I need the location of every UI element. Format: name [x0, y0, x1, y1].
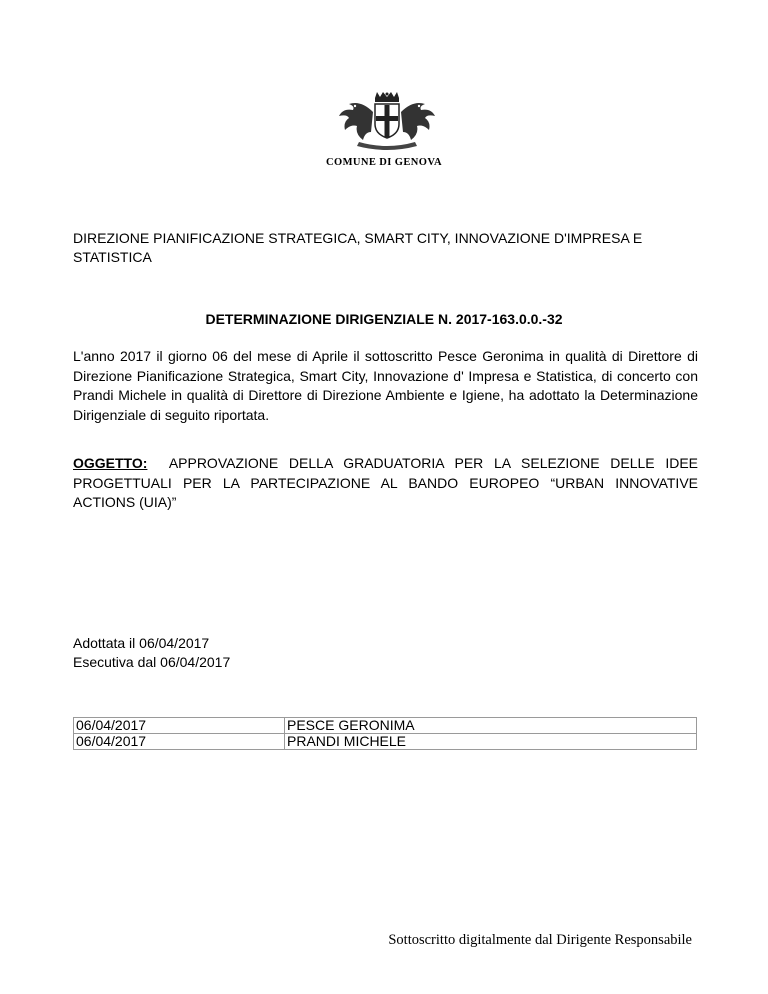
signature-name: PRANDI MICHELE: [285, 734, 697, 750]
signatures-table: [73, 717, 697, 750]
signature-date: 06/04/2017: [74, 734, 285, 750]
subject-block: [73, 454, 698, 513]
signature-date: 06/04/2017: [74, 718, 285, 734]
digital-signature-footer: Sottoscritto digitalmente dal Dirigente Responsabile: [388, 932, 692, 948]
determination-title: DETERMINAZIONE DIRIGENZIALE N. 2017-163.0.0.-32: [205, 311, 563, 327]
table-row: [74, 718, 697, 734]
subject-text: APPROVAZIONE DELLA GRADUATORIA PER LA SELEZIONE DELLE IDEE PROGETTUALI PER LA PARTECIPAZIONE AL BANDO EUROPEO “URBAN INNOVATIVE ACTIONS (UIA)”: [73, 455, 699, 510]
department-heading: DIREZIONE PIANIFICAZIONE STRATEGICA, SMART CITY, INNOVAZIONE D'IMPRESA E STATISTICA: [73, 230, 643, 265]
municipality-name: COMUNE DI GENOVA: [326, 157, 442, 168]
table-row: [74, 734, 697, 750]
comune-di-genova-crest-icon: [335, 92, 439, 156]
executive-date: Esecutiva dal 06/04/2017: [73, 653, 231, 670]
adopted-date: Adottata il 06/04/2017: [73, 635, 210, 651]
subject-label: OGGETTO:: [73, 455, 148, 471]
dates-block: [73, 634, 230, 671]
signature-name: PESCE GERONIMA: [285, 718, 697, 734]
intro-paragraph: L'anno 2017 il giorno 06 del mese di Aprile il sottoscritto Pesce Geronima in qualità di Direttore di Direzione Pianificazione Strategica, Smart City, Innovazione d' Impresa e Statistica, di concerto con Prandi Michele in qualità di Direttore di Direzione Ambiente e Igiene, ha adottato la Determinazione Dirigenziale di seguito riportata.: [73, 348, 698, 423]
